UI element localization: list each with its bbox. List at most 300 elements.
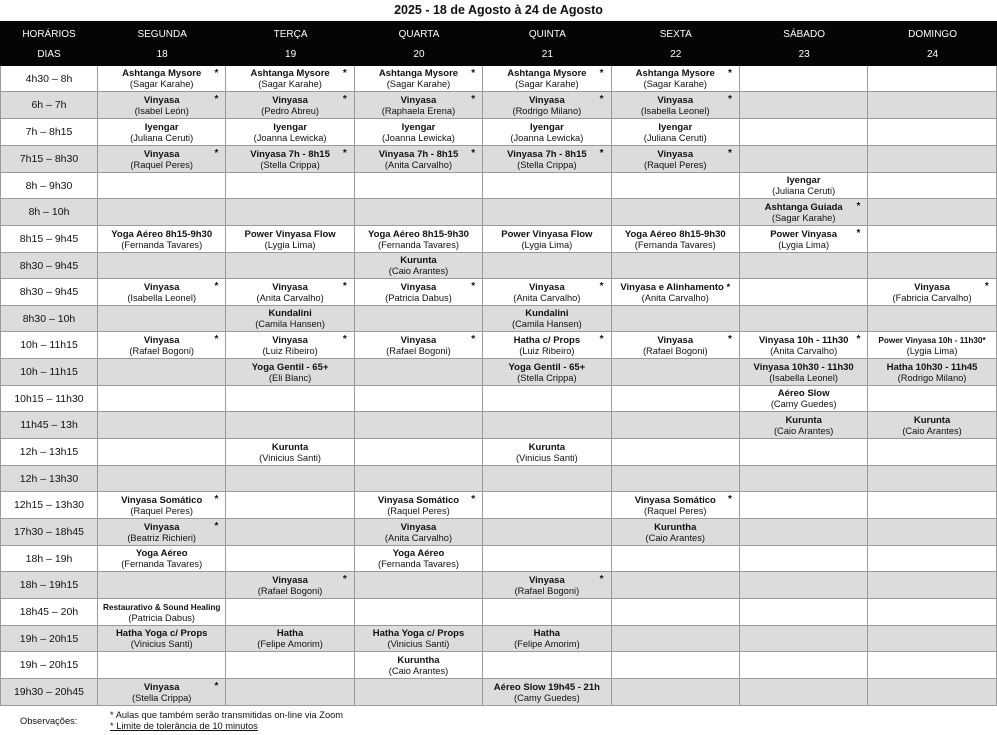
teacher-name: (Juliana Ceruti) xyxy=(772,186,836,196)
class-cell xyxy=(98,146,226,172)
time-slot: 11h45 – 13h xyxy=(0,412,98,438)
teacher-name: (Sagar Karahe) xyxy=(386,79,451,89)
class-cell xyxy=(355,92,483,118)
empty-cell xyxy=(226,519,354,545)
empty-cell xyxy=(868,253,996,278)
class-name: Ashtanga Mysore xyxy=(378,68,459,79)
online-marker: * xyxy=(342,68,347,79)
online-marker: * xyxy=(856,334,861,345)
class-cell xyxy=(226,66,354,91)
online-marker: * xyxy=(599,334,604,345)
class-name: Aéreo Slow 19h45 - 21h xyxy=(493,681,600,693)
teacher-name: (Stella Crippa) xyxy=(131,692,192,703)
day-name: SEXTA xyxy=(659,28,692,40)
class-cell xyxy=(98,519,226,545)
day-number: 22 xyxy=(670,48,682,60)
class-name: Vinyasa e Alinhamento * xyxy=(620,281,731,293)
time-slot: 10h – 11h15 xyxy=(0,332,98,358)
class-name: Vinyasa xyxy=(143,148,180,160)
empty-cell xyxy=(98,173,226,198)
class-name: Vinyasa xyxy=(400,94,437,106)
page-title: 2025 - 18 de Agosto à 24 de Agosto xyxy=(394,3,603,17)
teacher-name: (Vinicius Santi) xyxy=(515,452,578,463)
table-row xyxy=(0,546,997,572)
empty-cell xyxy=(483,519,611,545)
class-cell xyxy=(355,546,483,571)
class-cell xyxy=(226,92,354,118)
class-name: Iyengar xyxy=(273,121,307,133)
class-name: Vinyasa 10h30 - 11h30 xyxy=(753,361,854,373)
table-row xyxy=(0,599,997,626)
day-number: 18 xyxy=(156,48,168,60)
class-name: Vinyasa xyxy=(528,94,565,106)
teacher-name: (Stella Crippa) xyxy=(517,372,577,383)
empty-cell xyxy=(740,253,868,278)
teacher-name: (Vinicius Santi) xyxy=(387,639,450,649)
class-cell xyxy=(740,332,868,358)
online-marker: * xyxy=(599,281,604,292)
teacher-name: (Stella Crippa) xyxy=(517,159,577,170)
empty-cell xyxy=(868,146,996,172)
class-name: Iyengar xyxy=(529,121,564,133)
class-cell xyxy=(612,92,740,118)
class-cell xyxy=(612,279,740,305)
day-name: TERÇA xyxy=(273,28,308,40)
time-slot: 10h15 – 11h30 xyxy=(0,386,98,411)
header-day xyxy=(868,21,996,66)
empty-cell xyxy=(98,652,226,678)
online-marker: * xyxy=(214,681,219,692)
class-name: Vinyasa Somático xyxy=(634,494,716,506)
teacher-name: (Anita Carvalho) xyxy=(513,292,581,303)
time-slot: 12h15 – 13h30 xyxy=(0,492,98,518)
empty-cell xyxy=(868,439,996,465)
class-name: Vinyasa 7h - 8h15 xyxy=(250,148,330,160)
teacher-name: (Patricia Dabus) xyxy=(128,612,196,623)
header-day xyxy=(355,21,483,66)
table-row xyxy=(0,66,997,92)
table-row xyxy=(0,519,997,546)
teacher-name: (Fernanda Tavares) xyxy=(377,239,459,250)
online-marker: * xyxy=(471,281,476,292)
class-cell xyxy=(98,66,226,91)
empty-cell xyxy=(868,66,996,91)
class-cell xyxy=(355,253,483,278)
teacher-name: (Rafael Bogoni) xyxy=(642,345,708,356)
online-marker: * xyxy=(342,281,347,292)
empty-cell xyxy=(226,199,354,225)
empty-cell xyxy=(740,546,868,571)
teacher-name: (Raquel Peres) xyxy=(130,505,193,516)
teacher-name: (Isabel León) xyxy=(134,105,189,116)
table-row xyxy=(0,572,997,599)
teacher-name: (Camila Hansen) xyxy=(255,319,325,329)
empty-cell xyxy=(868,626,996,651)
teacher-name: (Joanna Lewicka) xyxy=(510,132,584,143)
schedule-header xyxy=(0,21,997,66)
class-cell xyxy=(740,386,868,411)
class-name: Kuruntha xyxy=(654,521,697,533)
class-name: Power Vinyasa 10h - 11h30* xyxy=(878,335,986,345)
class-cell xyxy=(226,359,354,385)
empty-cell xyxy=(740,492,868,518)
class-name: Ashtanga Mysore xyxy=(635,68,715,79)
empty-cell xyxy=(868,546,996,571)
class-name: Kurunta xyxy=(913,414,951,426)
empty-cell xyxy=(483,599,611,625)
empty-cell xyxy=(483,546,611,571)
empty-cell xyxy=(355,412,483,438)
class-name: Hatha xyxy=(533,628,561,639)
teacher-name: (Raquel Peres) xyxy=(643,159,707,170)
teacher-name: (Sagar Karahe) xyxy=(129,79,194,89)
class-cell xyxy=(355,652,483,678)
class-cell xyxy=(98,679,226,705)
empty-cell xyxy=(226,253,354,278)
class-cell xyxy=(226,119,354,145)
teacher-name: (Lygia Lima) xyxy=(521,239,573,250)
day-name: QUINTA xyxy=(528,28,566,40)
class-name: Hatha c/ Props xyxy=(513,334,581,346)
class-name: Power Vinyasa Flow xyxy=(244,228,336,240)
class-cell xyxy=(868,359,996,385)
class-name: Yoga Aéreo 8h15-9h30 xyxy=(368,228,469,240)
table-row xyxy=(0,279,997,306)
teacher-name: (Joanna Lewicka) xyxy=(253,132,327,143)
time-slot: 18h – 19h xyxy=(0,546,98,571)
online-marker: * xyxy=(214,94,219,105)
empty-cell xyxy=(740,439,868,465)
class-cell xyxy=(355,279,483,305)
empty-cell xyxy=(612,572,740,598)
table-row xyxy=(0,119,997,146)
teacher-name: (Caio Arantes) xyxy=(388,266,449,276)
table-row xyxy=(0,652,997,679)
table-row xyxy=(0,412,997,439)
header-day xyxy=(740,21,868,66)
time-slot: 18h – 19h15 xyxy=(0,572,98,598)
teacher-name: (Sagar Karahe) xyxy=(771,212,836,223)
day-number: 19 xyxy=(285,48,297,60)
class-cell xyxy=(483,572,611,598)
empty-cell xyxy=(612,412,740,438)
online-marker: * xyxy=(214,494,219,505)
header-dias: DIAS xyxy=(37,48,61,60)
header-times-column xyxy=(0,21,98,66)
class-cell xyxy=(612,119,740,145)
empty-cell xyxy=(98,306,226,331)
empty-cell xyxy=(612,386,740,411)
class-cell xyxy=(355,492,483,518)
table-row xyxy=(0,492,997,519)
teacher-name: (Eli Blanc) xyxy=(268,372,312,383)
online-marker: * xyxy=(599,68,604,79)
class-cell xyxy=(226,306,354,331)
class-cell xyxy=(355,146,483,172)
class-cell xyxy=(98,492,226,518)
empty-cell xyxy=(355,173,483,198)
class-cell xyxy=(483,679,611,705)
teacher-name: (Isabella Leonel) xyxy=(127,292,197,303)
empty-cell xyxy=(612,359,740,385)
empty-cell xyxy=(355,466,483,491)
empty-cell xyxy=(355,572,483,598)
teacher-name: (Anita Carvalho) xyxy=(256,292,324,303)
class-cell xyxy=(226,226,354,252)
teacher-name: (Caio Arantes) xyxy=(902,425,962,436)
teacher-name: (Raquel Peres) xyxy=(643,505,707,516)
empty-cell xyxy=(98,466,226,491)
empty-cell xyxy=(868,92,996,118)
table-row xyxy=(0,439,997,466)
empty-cell xyxy=(226,492,354,518)
online-marker: * xyxy=(728,334,732,345)
class-name: Hatha Yoga c/ Props xyxy=(372,628,465,639)
class-cell xyxy=(868,412,996,438)
teacher-name: (Lygia Lima) xyxy=(778,239,830,250)
empty-cell xyxy=(355,359,483,385)
online-marker: * xyxy=(599,148,604,159)
class-name: Vinyasa xyxy=(400,521,437,533)
online-marker: * xyxy=(214,334,219,345)
time-slot: 8h30 – 9h45 xyxy=(0,253,98,278)
empty-cell xyxy=(868,306,996,331)
class-name: Ashtanga Mysore xyxy=(250,68,330,79)
class-cell xyxy=(483,92,611,118)
class-cell xyxy=(612,492,740,518)
empty-cell xyxy=(483,412,611,438)
empty-cell xyxy=(868,492,996,518)
empty-cell xyxy=(612,679,740,705)
online-marker: * xyxy=(728,148,732,159)
empty-cell xyxy=(612,466,740,491)
online-marker: * xyxy=(342,148,347,159)
teacher-name: (Camy Guedes) xyxy=(770,399,837,409)
class-name: Vinyasa xyxy=(143,521,180,533)
class-cell xyxy=(355,626,483,651)
teacher-name: (Sagar Karahe) xyxy=(258,79,322,89)
class-cell xyxy=(868,332,996,358)
empty-cell xyxy=(612,173,740,198)
class-name: Kuruntha xyxy=(397,654,440,666)
empty-cell xyxy=(355,599,483,625)
empty-cell xyxy=(483,652,611,678)
empty-cell xyxy=(740,466,868,491)
teacher-name: (Sagar Karahe) xyxy=(643,79,708,89)
class-cell xyxy=(612,332,740,358)
empty-cell xyxy=(612,546,740,571)
class-name: Iyengar xyxy=(786,175,821,186)
time-slot: 19h – 20h15 xyxy=(0,626,98,651)
class-name: Vinyasa xyxy=(143,334,180,346)
empty-cell xyxy=(483,173,611,198)
online-marker: * xyxy=(856,201,861,212)
class-name: Vinyasa xyxy=(272,281,308,293)
class-name: Aéreo Slow xyxy=(777,388,830,399)
class-name: Yoga Aéreo xyxy=(135,548,188,559)
header-horarios: HORÁRIOS xyxy=(22,28,76,40)
class-name: Vinyasa xyxy=(143,94,180,106)
teacher-name: (Rodrigo Milano) xyxy=(897,372,967,383)
class-name: Kurunta xyxy=(400,255,437,266)
class-cell xyxy=(355,226,483,252)
class-cell xyxy=(226,439,354,465)
class-name: Kurunta xyxy=(785,414,822,426)
teacher-name: (Vinicius Santi) xyxy=(130,639,193,649)
class-cell xyxy=(612,519,740,545)
online-marker: * xyxy=(728,68,732,79)
empty-cell xyxy=(868,199,996,225)
teacher-name: (Raquel Peres) xyxy=(130,159,193,170)
empty-cell xyxy=(740,119,868,145)
teacher-name: (Fernanda Tavares) xyxy=(634,239,716,250)
teacher-name: (Fernanda Tavares) xyxy=(121,559,203,569)
day-name: SEGUNDA xyxy=(137,28,187,40)
schedule-grid xyxy=(0,66,997,706)
empty-cell xyxy=(740,279,868,305)
table-row xyxy=(0,199,997,226)
class-name: Hatha Yoga c/ Props xyxy=(115,628,208,639)
class-name: Vinyasa xyxy=(272,334,308,346)
table-row xyxy=(0,173,997,199)
empty-cell xyxy=(483,466,611,491)
class-cell xyxy=(98,626,226,651)
class-cell xyxy=(98,599,226,625)
online-marker: * xyxy=(984,281,989,292)
empty-cell xyxy=(740,519,868,545)
teacher-name: (Camy Guedes) xyxy=(514,692,580,703)
empty-cell xyxy=(740,146,868,172)
class-name: Vinyasa xyxy=(657,148,694,160)
time-slot: 8h – 10h xyxy=(0,199,98,225)
day-number: 24 xyxy=(926,48,939,60)
class-cell xyxy=(483,359,611,385)
table-row xyxy=(0,466,997,492)
note-tolerance: * Limite de tolerância de 10 minutos xyxy=(110,721,258,731)
empty-cell xyxy=(612,253,740,278)
class-name: Vinyasa xyxy=(657,94,694,106)
teacher-name: (Rodrigo Milano) xyxy=(512,105,582,116)
header-day xyxy=(483,21,611,66)
online-marker: * xyxy=(471,68,476,79)
empty-cell xyxy=(98,359,226,385)
empty-cell xyxy=(226,652,354,678)
class-name: Vinyasa xyxy=(143,281,180,293)
empty-cell xyxy=(612,626,740,651)
class-cell xyxy=(355,119,483,145)
empty-cell xyxy=(355,199,483,225)
class-cell xyxy=(740,199,868,225)
time-slot: 8h15 – 9h45 xyxy=(0,226,98,252)
teacher-name: (Anita Carvalho) xyxy=(384,159,453,170)
teacher-name: (Anita Carvalho) xyxy=(384,532,453,543)
class-name: Vinyasa Somático xyxy=(121,494,203,506)
day-number: 20 xyxy=(413,48,425,60)
online-marker: * xyxy=(728,494,732,505)
class-name: Iyengar xyxy=(144,121,179,133)
empty-cell xyxy=(98,386,226,411)
empty-cell xyxy=(868,466,996,491)
class-cell xyxy=(226,572,354,598)
online-marker: * xyxy=(856,228,861,239)
class-name: Yoga Gentil - 65+ xyxy=(251,361,329,373)
time-slot: 17h30 – 18h45 xyxy=(0,519,98,545)
teacher-name: (Isabella Leonel) xyxy=(640,105,710,116)
class-name: Kurunta xyxy=(271,441,309,453)
empty-cell xyxy=(98,199,226,225)
empty-cell xyxy=(355,306,483,331)
class-cell xyxy=(98,119,226,145)
teacher-name: (Juliana Ceruti) xyxy=(643,132,707,143)
time-slot: 8h30 – 10h xyxy=(0,306,98,331)
day-name: SÁBADO xyxy=(783,28,825,40)
teacher-name: (Luiz Ribeiro) xyxy=(519,345,575,356)
empty-cell xyxy=(868,226,996,252)
time-slot: 4h30 – 8h xyxy=(0,66,98,91)
teacher-name: (Pedro Abreu) xyxy=(261,105,320,116)
class-cell xyxy=(612,66,740,91)
class-name: Yoga Aéreo 8h15-9h30 xyxy=(111,228,213,240)
empty-cell xyxy=(612,652,740,678)
empty-cell xyxy=(226,386,354,411)
class-name: Vinyasa xyxy=(657,334,694,346)
empty-cell xyxy=(226,173,354,198)
teacher-name: (Beatriz Richieri) xyxy=(127,532,197,543)
table-row xyxy=(0,332,997,359)
teacher-name: (Anita Carvalho) xyxy=(641,292,709,303)
class-cell xyxy=(226,279,354,305)
class-name: Iyengar xyxy=(658,121,693,133)
online-marker: * xyxy=(471,334,476,345)
empty-cell xyxy=(226,679,354,705)
class-name: Ashtanga Mysore xyxy=(507,68,587,79)
empty-cell xyxy=(483,199,611,225)
class-name: Yoga Gentil - 65+ xyxy=(508,361,586,373)
online-marker: * xyxy=(214,521,219,532)
empty-cell xyxy=(740,679,868,705)
class-name: Yoga Aéreo 8h15-9h30 xyxy=(624,228,726,240)
teacher-name: (Fernanda Tavares) xyxy=(377,559,459,569)
teacher-name: (Rafael Bogoni) xyxy=(129,345,194,356)
online-marker: * xyxy=(728,94,732,105)
teacher-name: (Raphaela Erena) xyxy=(381,105,456,116)
time-slot: 7h15 – 8h30 xyxy=(0,146,98,172)
empty-cell xyxy=(868,652,996,678)
empty-cell xyxy=(612,599,740,625)
day-name: DOMINGO xyxy=(908,28,957,40)
teacher-name: (Stella Crippa) xyxy=(260,159,320,170)
empty-cell xyxy=(612,439,740,465)
teacher-name: (Patricia Dabus) xyxy=(385,292,452,303)
online-marker: * xyxy=(599,94,604,105)
empty-cell xyxy=(740,599,868,625)
empty-cell xyxy=(98,253,226,278)
class-name: Power Vinyasa Flow xyxy=(501,228,593,240)
class-cell xyxy=(740,173,868,198)
class-cell xyxy=(483,306,611,331)
teacher-name: (Juliana Ceruti) xyxy=(130,132,194,143)
class-cell xyxy=(483,626,611,651)
class-name: Vinyasa xyxy=(143,681,180,693)
empty-cell xyxy=(98,412,226,438)
class-cell xyxy=(483,332,611,358)
class-cell xyxy=(483,279,611,305)
table-row xyxy=(0,226,997,253)
online-marker: * xyxy=(342,574,347,585)
time-slot: 12h – 13h15 xyxy=(0,439,98,465)
class-name: Vinyasa xyxy=(272,94,308,106)
class-name: Hatha 10h30 - 11h45 xyxy=(886,361,978,373)
